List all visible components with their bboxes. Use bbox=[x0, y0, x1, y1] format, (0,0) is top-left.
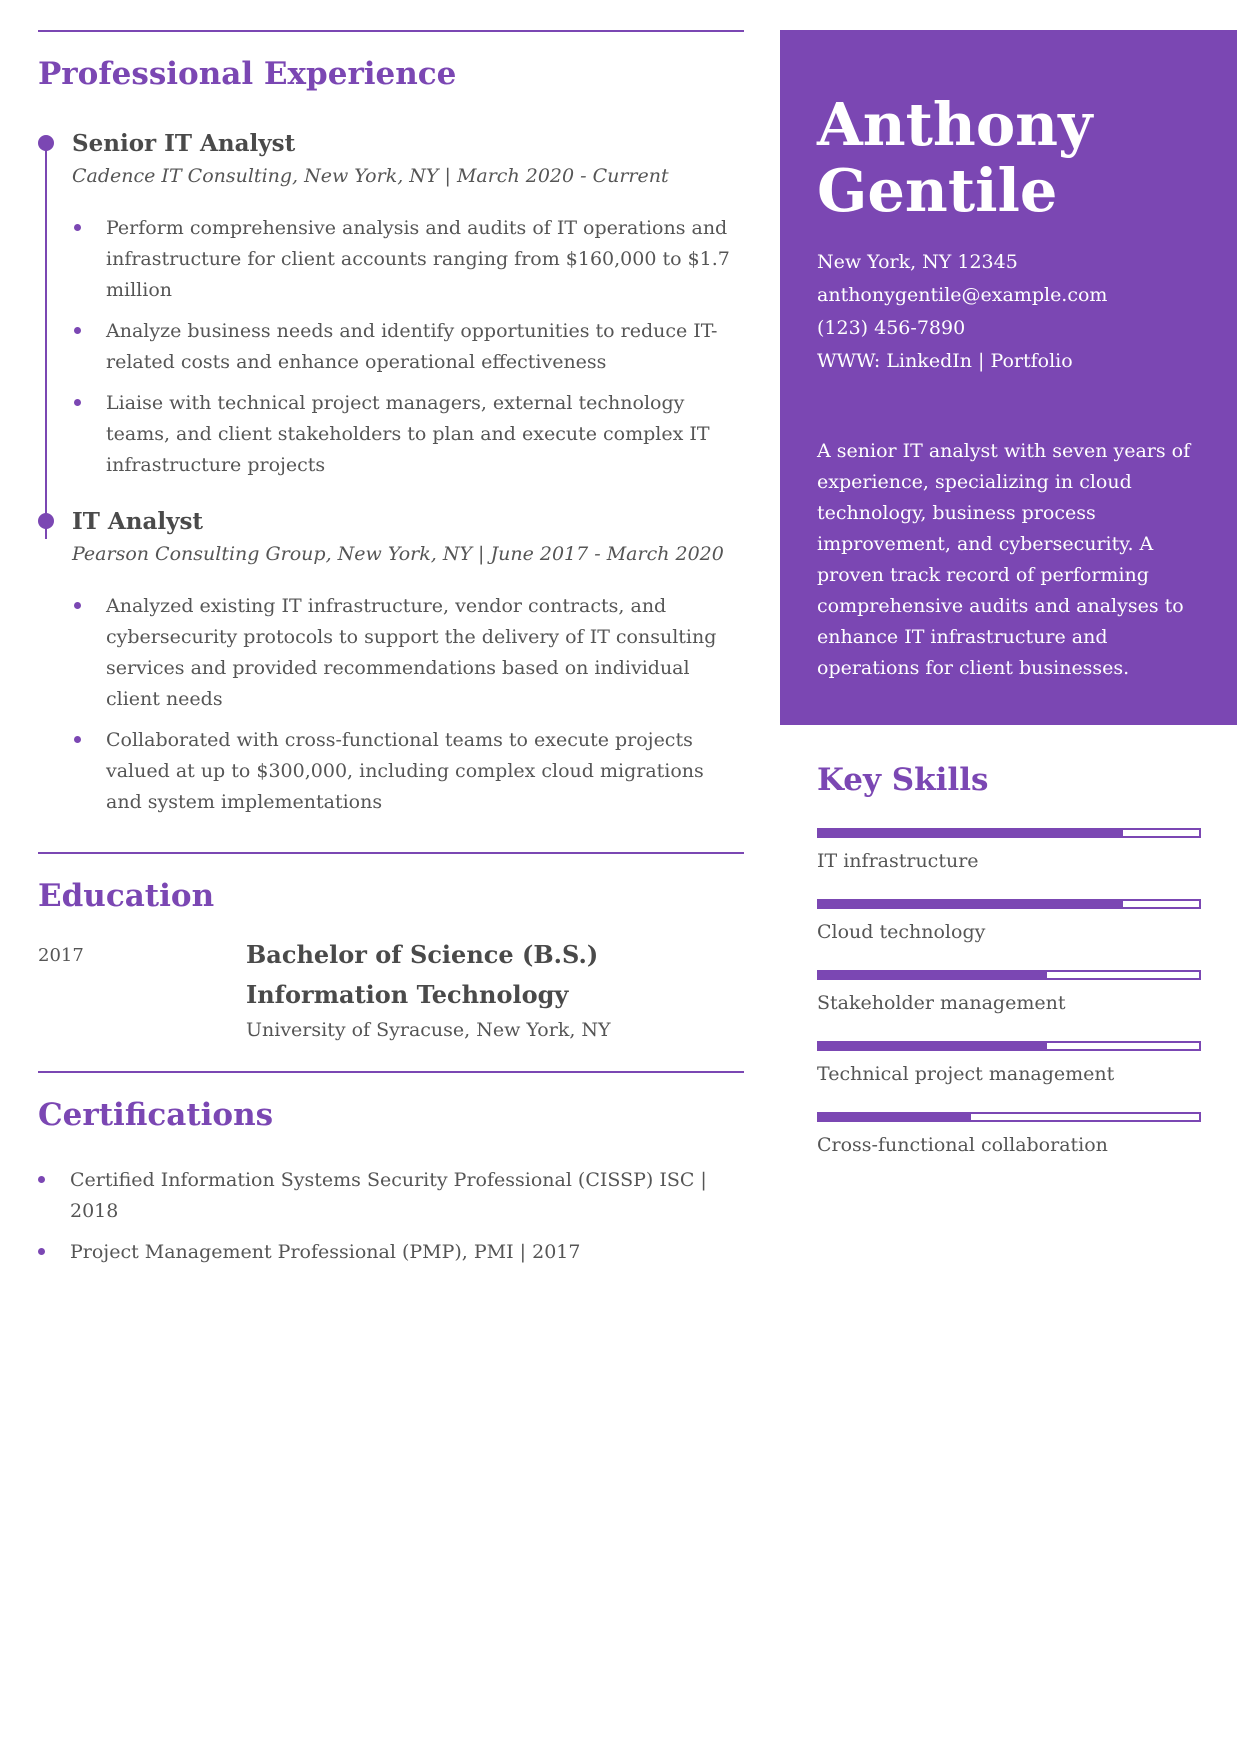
list-item: Certified Information Systems Security Professional (CISSP) ISC | 2018 bbox=[70, 1165, 744, 1227]
skill-level-bar bbox=[817, 899, 1201, 909]
job-bullets bbox=[72, 213, 744, 481]
job-title: Senior IT Analyst bbox=[72, 130, 296, 158]
skill-item bbox=[817, 899, 1201, 947]
profile-panel bbox=[780, 30, 1237, 725]
skill-level-fill bbox=[819, 1043, 1047, 1049]
list-item: Collaborated with cross-functional teams to execute projects valued at up to $300,000, including complex cloud migrations and system implementations bbox=[106, 725, 744, 818]
skill-item bbox=[817, 1112, 1201, 1160]
skill-level-fill bbox=[819, 972, 1047, 978]
list-item: Liaise with technical project managers, external technology teams, and client stakeholders to plan and execute complex IT infrastructure projects bbox=[106, 388, 744, 481]
skill-level-fill bbox=[819, 901, 1123, 907]
bullet-icon bbox=[74, 602, 81, 609]
web-links[interactable]: WWW: LinkedIn | Portfolio bbox=[817, 350, 1073, 372]
education-heading: Education bbox=[38, 878, 215, 915]
bullet-icon bbox=[38, 1248, 45, 1255]
bullet-icon bbox=[74, 224, 81, 231]
skill-level-bar bbox=[817, 1112, 1201, 1122]
education-degree: Bachelor of Science (B.S.) Information Technology bbox=[246, 940, 599, 1010]
skill-label: IT infrastructure bbox=[817, 850, 979, 873]
job-meta: Pearson Consulting Group, New York, NY | June 2017 - March 2020 bbox=[72, 543, 724, 566]
skill-item bbox=[817, 828, 1201, 876]
timeline-dot bbox=[38, 135, 54, 151]
skills-heading: Key Skills bbox=[817, 762, 989, 798]
main-column bbox=[38, 30, 744, 1278]
first-name: Anthony bbox=[817, 90, 1093, 159]
education-entry bbox=[38, 940, 744, 1055]
email-link[interactable]: anthonygentile@example.com bbox=[817, 284, 1108, 306]
certifications-list bbox=[38, 1165, 744, 1268]
list-item: Analyze business needs and identify opportunities to reduce IT-related costs and enhance operational effectiveness bbox=[106, 316, 744, 378]
list-item: Analyzed existing IT infrastructure, vendor contracts, and cybersecurity protocols to support the delivery of IT consulting services and provided recommendations based on individual client needs bbox=[106, 591, 744, 715]
skill-label: Cloud technology bbox=[817, 921, 986, 944]
job-bullets bbox=[72, 591, 744, 818]
job-meta: Cadence IT Consulting, New York, NY | March 2020 - Current bbox=[72, 165, 669, 188]
section-divider bbox=[38, 1071, 744, 1073]
contact-info bbox=[817, 246, 1201, 378]
bullet-icon bbox=[38, 1176, 45, 1183]
bullet-icon bbox=[74, 399, 81, 406]
skill-label: Technical project management bbox=[817, 1063, 1115, 1086]
last-name: Gentile bbox=[817, 156, 1058, 225]
job-entry bbox=[38, 507, 744, 818]
section-divider bbox=[38, 30, 744, 32]
skills-list bbox=[817, 828, 1201, 1160]
skills-section bbox=[817, 762, 1201, 1183]
location: New York, NY 12345 bbox=[817, 251, 1018, 273]
phone: (123) 456-7890 bbox=[817, 317, 966, 339]
education-school: University of Syracuse, New York, NY bbox=[246, 1019, 611, 1042]
profile-summary: A senior IT analyst with seven years of experience, specializing in cloud technology, business process improvement, and cybersecurity. A proven track record of performing comprehensive audits and analyses to enhance IT infrastructure and operations for client businesses. bbox=[817, 440, 1191, 679]
skill-level-fill bbox=[819, 1114, 971, 1120]
skill-level-fill bbox=[819, 830, 1123, 836]
bullet-icon bbox=[74, 736, 81, 743]
list-item: Project Management Professional (PMP), PMI | 2017 bbox=[70, 1237, 744, 1268]
section-divider bbox=[38, 852, 744, 854]
certifications-heading: Certifications bbox=[38, 1097, 274, 1134]
candidate-name bbox=[817, 92, 1201, 224]
skill-level-bar bbox=[817, 970, 1201, 980]
job-title: IT Analyst bbox=[72, 508, 204, 536]
education-year: 2017 bbox=[38, 945, 84, 967]
experience-heading: Professional Experience bbox=[38, 56, 457, 92]
skill-level-bar bbox=[817, 1041, 1201, 1051]
skill-label: Cross-functional collaboration bbox=[817, 1134, 1108, 1157]
skill-item bbox=[817, 1041, 1201, 1089]
skill-level-bar bbox=[817, 828, 1201, 838]
timeline-dot bbox=[38, 513, 54, 529]
list-item: Perform comprehensive analysis and audits of IT operations and infrastructure for client accounts ranging from $160,000 to $1.7 million bbox=[106, 213, 744, 306]
experience-timeline bbox=[38, 129, 744, 818]
bullet-icon bbox=[74, 327, 81, 334]
skill-item bbox=[817, 970, 1201, 1018]
skill-label: Stakeholder management bbox=[817, 992, 1066, 1015]
job-entry bbox=[38, 129, 744, 481]
